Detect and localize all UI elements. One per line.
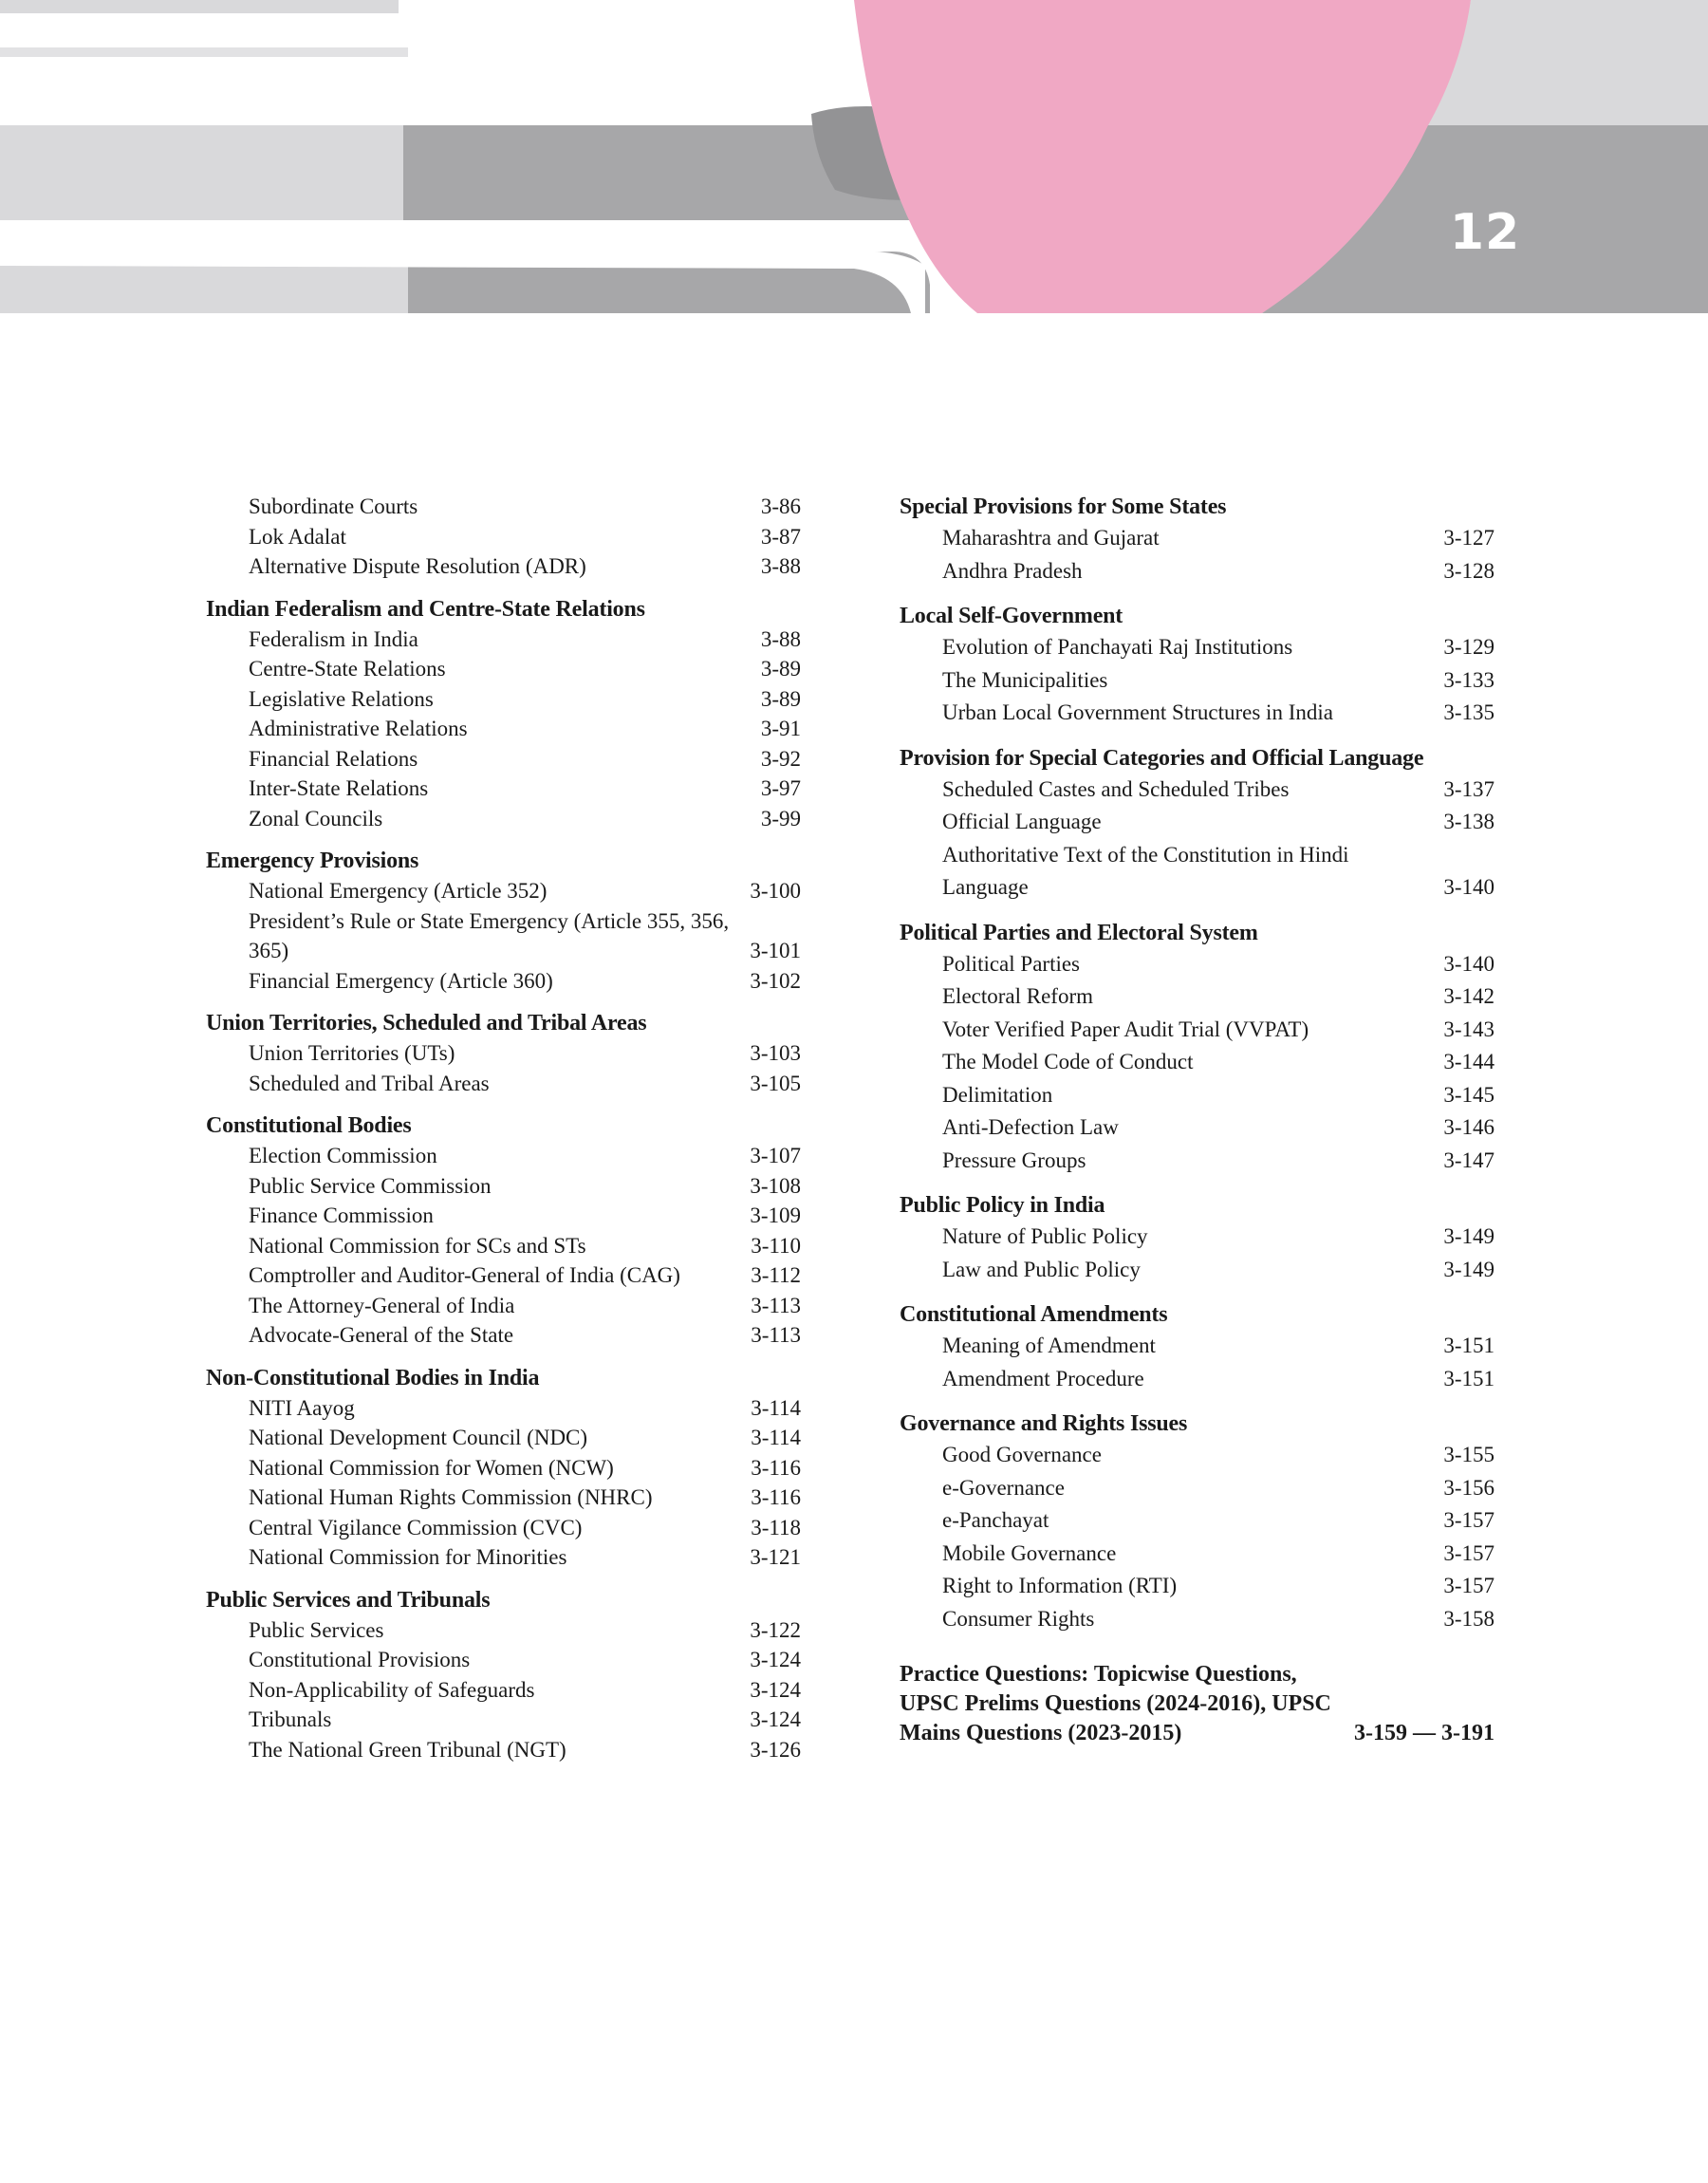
toc-left-column [206, 492, 801, 1777]
section-heading: Constitutional Amendments [900, 1302, 1168, 1327]
entry-title: Electoral Reform [942, 984, 1094, 1008]
entry-title: Voter Verified Paper Audit Trial (VVPAT) [942, 1017, 1309, 1041]
entry-title: National Human Rights Commission (NHRC) [249, 1485, 653, 1509]
toc-entry[interactable] [206, 1675, 801, 1706]
toc-section [900, 492, 1494, 588]
toc-section [900, 1190, 1494, 1286]
entry-page: 3-89 [760, 686, 801, 711]
toc-entry[interactable] [206, 714, 801, 744]
toc-entry[interactable] [900, 806, 1494, 839]
entry-title: Pressure Groups [942, 1147, 1086, 1172]
entry-title: National Commission for Women (NCW) [249, 1455, 614, 1480]
entry-page: 3-133 [1443, 667, 1494, 692]
toc-entry[interactable] [900, 1046, 1494, 1079]
entry-page: 3-138 [1443, 810, 1494, 833]
toc-entry[interactable] [206, 906, 801, 966]
entry-page: 3-121 [750, 1545, 801, 1569]
entry-title: The National Green Tribunal (NGT) [249, 1737, 566, 1762]
entry-page: 3-149 [1443, 1224, 1494, 1248]
entry-title: Advocate-General of the State [249, 1323, 514, 1347]
entry-page: 3-142 [1443, 984, 1494, 1008]
entry-page: 3-88 [760, 554, 801, 578]
toc-entry[interactable] [206, 1453, 801, 1483]
entry-page: 3-103 [750, 1041, 801, 1065]
toc-entry[interactable] [900, 1472, 1494, 1505]
toc-entry[interactable] [206, 774, 801, 804]
entry-page: 3-137 [1443, 776, 1494, 801]
toc-entry[interactable] [900, 1538, 1494, 1571]
entry-page: 3-140 [1443, 875, 1494, 899]
toc-entry[interactable] [206, 1483, 801, 1513]
toc-section [206, 1110, 801, 1351]
page-number: 12 [1449, 204, 1521, 261]
toc-entry[interactable] [206, 876, 801, 906]
entry-title: Meaning of Amendment [942, 1334, 1156, 1357]
toc-entry[interactable] [900, 664, 1494, 698]
entry-page: 3-126 [750, 1737, 801, 1762]
toc-section [206, 594, 801, 834]
entry-title: e-Governance [942, 1475, 1065, 1500]
entry-title: Non-Applicability of Safeguards [249, 1677, 535, 1702]
section-heading: Political Parties and Electoral System [900, 920, 1258, 945]
entry-page: 3-99 [760, 806, 801, 830]
entry-page: 3-124 [750, 1677, 801, 1702]
toc-section [900, 601, 1494, 730]
entry-title: Zonal Councils [249, 806, 383, 830]
entry-title: Urban Local Government Structures in India [942, 700, 1333, 724]
entry-page: 3-114 [751, 1395, 801, 1420]
entry-page: 3-128 [1443, 558, 1494, 583]
toc-section [206, 1363, 801, 1573]
entry-title: Maharashtra and Gujarat [942, 526, 1160, 550]
toc-section [900, 1299, 1494, 1395]
toc-entry[interactable] [900, 1221, 1494, 1254]
entry-title: President’s Rule or State Emergency (Article 355, 356, 365) [249, 908, 730, 962]
entry-title: Political Parties [942, 951, 1081, 976]
toc-entry[interactable] [900, 555, 1494, 588]
entry-title: National Development Council (NDC) [249, 1426, 588, 1449]
toc-entry[interactable] [206, 1735, 801, 1765]
toc-entry[interactable] [900, 774, 1494, 807]
entry-title: Financial Emergency (Article 360) [249, 968, 553, 993]
toc-entry[interactable] [900, 1111, 1494, 1145]
entry-page: 3-101 [750, 939, 801, 962]
entry-page: 3-129 [1443, 635, 1494, 659]
entry-title: Federalism in India [249, 626, 418, 651]
entry-page: 3-157 [1443, 1508, 1494, 1532]
toc-entry[interactable] [206, 551, 801, 582]
entry-title: Constitutional Provisions [249, 1648, 471, 1671]
entry-title: The Municipalities [942, 667, 1108, 692]
section-heading: Public Policy in India [900, 1193, 1105, 1218]
toc-entry[interactable] [900, 697, 1494, 730]
entry-page: 3-91 [760, 717, 801, 740]
toc-right-column [900, 492, 1494, 1748]
entry-title: Alternative Dispute Resolution (ADR) [249, 554, 586, 578]
entry-page: 3-89 [760, 657, 801, 681]
entry-title: Subordinate Courts [249, 494, 418, 518]
entry-title: NITI Aayog [249, 1395, 355, 1420]
toc-entry[interactable] [900, 948, 1494, 981]
entry-page: 3-143 [1443, 1017, 1494, 1041]
toc-entry[interactable] [206, 1141, 801, 1171]
toc-entry[interactable] [900, 839, 1494, 905]
toc-section [900, 918, 1494, 1178]
entry-page: 3-156 [1443, 1475, 1494, 1500]
toc-entry[interactable] [206, 804, 801, 834]
toc-entry[interactable] [206, 625, 801, 655]
entry-title: Public Services [249, 1617, 384, 1642]
toc-section [900, 743, 1494, 905]
entry-title: Public Service Commission [249, 1173, 492, 1198]
entry-title: The Attorney-General of India [249, 1293, 515, 1317]
entry-page: 3-88 [760, 626, 801, 651]
entry-title: National Emergency (Article 352) [249, 879, 548, 903]
entry-title: Amendment Procedure [942, 1366, 1144, 1390]
toc-section [206, 492, 801, 582]
section-heading: Constitutional Bodies [206, 1113, 412, 1138]
toc-entry[interactable] [206, 1615, 801, 1646]
entry-title: Andhra Pradesh [942, 558, 1083, 583]
toc-entry[interactable] [206, 522, 801, 552]
entry-page: 3-147 [1443, 1147, 1494, 1172]
entry-page: 3-108 [750, 1173, 801, 1198]
toc-entry[interactable] [206, 654, 801, 684]
entry-title: Right to Information (RTI) [942, 1574, 1178, 1597]
toc-entry[interactable] [900, 522, 1494, 555]
toc-entry[interactable] [206, 1705, 801, 1735]
toc-entry[interactable] [900, 1330, 1494, 1363]
entry-title: Good Governance [942, 1443, 1102, 1466]
toc-entry[interactable] [206, 1423, 801, 1453]
entry-page: 3-107 [750, 1144, 801, 1167]
entry-page: 3-102 [750, 968, 801, 993]
toc-entry[interactable] [206, 1069, 801, 1099]
section-heading: Special Provisions for Some States [900, 494, 1227, 519]
toc-entry[interactable] [900, 1014, 1494, 1047]
toc-entry[interactable] [206, 1320, 801, 1351]
toc-section [206, 1008, 801, 1098]
entry-page: 3-118 [751, 1515, 801, 1539]
toc-entry[interactable] [900, 980, 1494, 1014]
toc-entry[interactable] [206, 1260, 801, 1291]
entry-title: Legislative Relations [249, 686, 434, 711]
entry-page: 3-92 [760, 746, 801, 771]
entry-page: 3-151 [1443, 1334, 1494, 1357]
entry-page: 3-140 [1443, 951, 1494, 976]
entry-title: Mobile Governance [942, 1540, 1117, 1565]
section-heading: Indian Federalism and Centre-State Relations [206, 596, 645, 622]
entry-title: Centre-State Relations [249, 657, 446, 681]
toc-entry[interactable] [900, 1363, 1494, 1396]
entry-page: 3-127 [1443, 526, 1494, 550]
entry-page: 3-145 [1443, 1082, 1494, 1107]
entry-page: 3-105 [750, 1071, 801, 1095]
entry-title: Authoritative Text of the Constitution in Hindi Language [942, 842, 1349, 899]
entry-page: 3-146 [1443, 1115, 1494, 1139]
toc-entry[interactable] [900, 1570, 1494, 1603]
entry-page: 3-100 [750, 879, 801, 903]
entry-title: Inter-State Relations [249, 776, 429, 800]
toc-entry[interactable] [206, 1393, 801, 1424]
toc-entry[interactable] [206, 1171, 801, 1202]
entry-page: 3-157 [1443, 1574, 1494, 1597]
entry-page: 3-151 [1443, 1366, 1494, 1390]
entry-title: Scheduled Castes and Scheduled Tribes [942, 776, 1290, 801]
entry-title: Union Territories (UTs) [249, 1041, 455, 1065]
practice-title: Practice Questions: Topicwise Questions, UPSC Prelims Questions (2024-2016), UPSC Mains Questions (2023-2015) [900, 1662, 1331, 1745]
toc-entry[interactable] [900, 1439, 1494, 1472]
entry-page: 3-113 [751, 1323, 801, 1347]
entry-page: 3-157 [1443, 1540, 1494, 1565]
entry-title: Consumer Rights [942, 1606, 1095, 1631]
toc-entry[interactable] [206, 492, 801, 522]
toc-entry[interactable] [900, 631, 1494, 664]
section-heading: Public Services and Tribunals [206, 1587, 491, 1613]
entry-title: National Commission for Minorities [249, 1545, 567, 1569]
entry-page: 3-144 [1443, 1050, 1494, 1073]
entry-page: 3-155 [1443, 1443, 1494, 1466]
toc-section [206, 1585, 801, 1765]
toc-entry[interactable] [900, 1504, 1494, 1538]
section-heading: Emergency Provisions [206, 849, 419, 873]
entry-title: Nature of Public Policy [942, 1224, 1148, 1248]
entry-page: 3-110 [751, 1233, 801, 1258]
entry-title: Election Commission [249, 1144, 437, 1167]
toc-entry[interactable] [900, 1079, 1494, 1112]
practice-page-range: 3-159 — 3-191 [1354, 1721, 1494, 1745]
header-banner [0, 0, 1708, 313]
toc-entry[interactable] [206, 1291, 801, 1321]
toc-entry[interactable] [206, 1513, 801, 1543]
toc-entry[interactable] [206, 1645, 801, 1675]
section-heading: Local Self-Government [900, 604, 1123, 628]
entry-title: Lok Adalat [249, 524, 346, 549]
entry-page: 3-112 [751, 1263, 801, 1287]
toc-entry[interactable] [206, 684, 801, 715]
entry-title: Delimitation [942, 1082, 1053, 1107]
entry-page: 3-122 [750, 1617, 801, 1642]
toc-section [206, 846, 801, 996]
entry-title: National Commission for SCs and STs [249, 1233, 586, 1258]
toc-entry[interactable] [206, 1038, 801, 1069]
entry-title: Financial Relations [249, 746, 418, 771]
entry-title: Finance Commission [249, 1203, 434, 1227]
entry-title: Evolution of Panchayati Raj Institutions [942, 635, 1293, 659]
entry-page: 3-124 [750, 1648, 801, 1671]
entry-title: Anti-Defection Law [942, 1115, 1119, 1139]
entry-page: 3-114 [751, 1426, 801, 1449]
section-heading: Union Territories, Scheduled and Tribal Areas [206, 1011, 647, 1036]
section-heading: Provision for Special Categories and Official Language [900, 745, 1424, 771]
toc-section [900, 1409, 1494, 1635]
toc-entry[interactable] [900, 1145, 1494, 1178]
toc-entry[interactable] [900, 1603, 1494, 1636]
toc-entry[interactable] [206, 1231, 801, 1261]
entry-title: e-Panchayat [942, 1508, 1049, 1532]
practice-questions-entry[interactable] [900, 1660, 1494, 1748]
toc-entry[interactable] [206, 1201, 801, 1231]
entry-title: Central Vigilance Commission (CVC) [249, 1515, 583, 1539]
entry-page: 3-97 [760, 776, 801, 800]
entry-page: 3-158 [1443, 1606, 1494, 1631]
entry-page: 3-124 [750, 1707, 801, 1731]
entry-page: 3-135 [1443, 700, 1494, 724]
entry-title: Administrative Relations [249, 717, 468, 740]
entry-page: 3-116 [751, 1455, 801, 1480]
entry-title: The Model Code of Conduct [942, 1050, 1194, 1073]
entry-title: Tribunals [249, 1707, 332, 1731]
entry-page: 3-149 [1443, 1257, 1494, 1281]
section-heading: Non-Constitutional Bodies in India [206, 1365, 540, 1390]
entry-title: Official Language [942, 810, 1102, 833]
toc-entry[interactable] [206, 744, 801, 774]
section-heading: Governance and Rights Issues [900, 1411, 1188, 1436]
entry-title: Law and Public Policy [942, 1257, 1141, 1281]
entry-title: Comptroller and Auditor-General of India (CAG) [249, 1263, 680, 1287]
entry-page: 3-86 [760, 494, 801, 518]
toc-entry[interactable] [206, 1542, 801, 1573]
entry-title: Scheduled and Tribal Areas [249, 1071, 490, 1095]
entry-page: 3-87 [760, 524, 801, 549]
toc-entry[interactable] [900, 1254, 1494, 1287]
entry-page: 3-113 [751, 1293, 801, 1317]
entry-page: 3-116 [751, 1485, 801, 1509]
entry-page: 3-109 [750, 1203, 801, 1227]
toc-entry[interactable] [206, 966, 801, 997]
